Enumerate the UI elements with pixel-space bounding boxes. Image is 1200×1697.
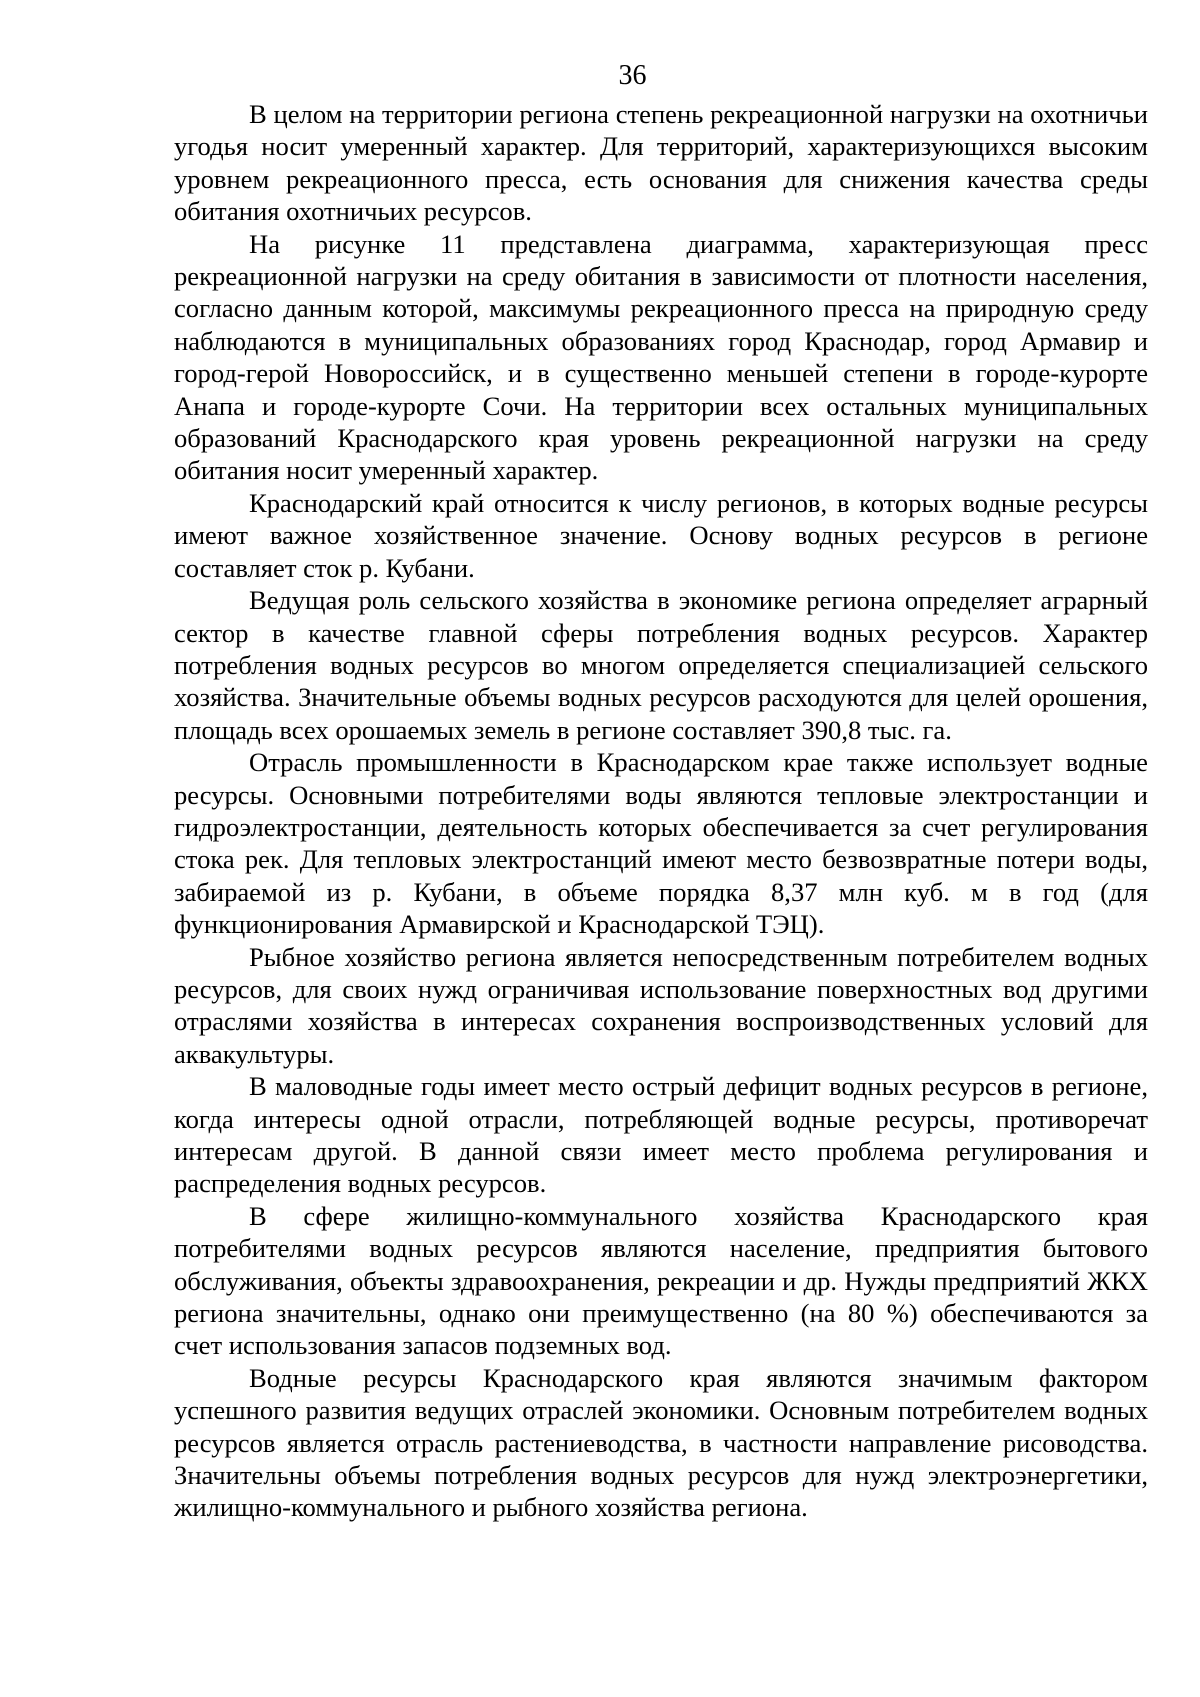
- paragraph-agriculture-water-use: Ведущая роль сельского хозяйства в экономике региона определяет аграрный сектор в качестве главной сферы потребления водных ресурсов. Характер потребления водных ресурсов во многом определяется специализацией сельского хозяйства. Значительные объемы водных ресурсов расходуются для целей орошения, площадь всех орошаемых земель в регионе составляет 390,8 тыс. га.: [174, 585, 1148, 745]
- paragraph-industry-water-use: Отрасль промышленности в Краснодарском крае также использует водные ресурсы. Основными потребителями воды являются тепловые электростанции и гидроэлектростанции, деятельность которых обеспечивается за счет регулирования стока рек. Для тепловых электростанций имеют место безвозвратные потери воды, забираемой из р. Кубани, в объеме порядка 8,37 млн куб. м в год (для функционирования Армавирской и Краснодарской ТЭЦ).: [174, 747, 1148, 940]
- paragraph-recreational-load-hunting-grounds: В целом на территории региона степень рекреационной нагрузки на охотничьи угодья носит умеренный характер. Для территорий, характеризующихся высоким уровнем рекреационного пресса, есть основания для снижения качества среды обитания охотничьих ресурсов.: [174, 99, 1148, 227]
- paragraph-fishery-water-use: Рыбное хозяйство региона является непосредственным потребителем водных ресурсов, для своих нужд ограничивая использование поверхностных вод другими отраслями хозяйства в интересах сохранения воспроизводственных условий для аквакультуры.: [174, 941, 1148, 1069]
- page-number: 36: [618, 60, 647, 91]
- paragraph-water-deficit: В маловодные годы имеет место острый дефицит водных ресурсов в регионе, когда интересы одной отрасли, потребляющей водные ресурсы, противоречат интересам другой. В данной связи имеет место проблема регулирования и распределения водных ресурсов.: [174, 1071, 1148, 1199]
- text-body: [174, 98, 1148, 1524]
- paragraph-recreational-pressure-diagram: На рисунке 11 представлена диаграмма, характеризующая пресс рекреационной нагрузки на среду обитания в зависимости от плотности населения, согласно данным которой, максимумы рекреационного пресса на природную среду наблюдаются в муниципальных образованиях город Краснодар, город Армавир и город-герой Новороссийск, и в существенно меньшей степени в городе-курорте Анапа и городе-курорте Сочи. На территории всех остальных муниципальных образований Краснодарского края уровень рекреационной нагрузки на среду обитания носит умеренный характер.: [174, 228, 1148, 486]
- paragraph-water-resources-region: Краснодарский край относится к числу регионов, в которых водные ресурсы имеют важное хозяйственное значение. Основу водных ресурсов в регионе составляет сток р. Кубани.: [174, 487, 1148, 583]
- paragraph-housing-utilities-water-use: В сфере жилищно-коммунального хозяйства Краснодарского края потребителями водных ресурсов являются население, предприятия бытового обслуживания, объекты здравоохранения, рекреации и др. Нужды предприятий ЖКХ региона значительны, однако они преимущественно (на 80 %) обеспечиваются за счет использования запасов подземных вод.: [174, 1200, 1148, 1361]
- paragraph-water-resources-economy: Водные ресурсы Краснодарского края являются значимым фактором успешного развития ведущих отраслей экономики. Основным потребителем водных ресурсов является отрасль растениеводства, в частности направление рисоводства. Значительны объемы потребления водных ресурсов для нужд электроэнергетики, жилищно-коммунального и рыбного хозяйства региона.: [174, 1362, 1148, 1523]
